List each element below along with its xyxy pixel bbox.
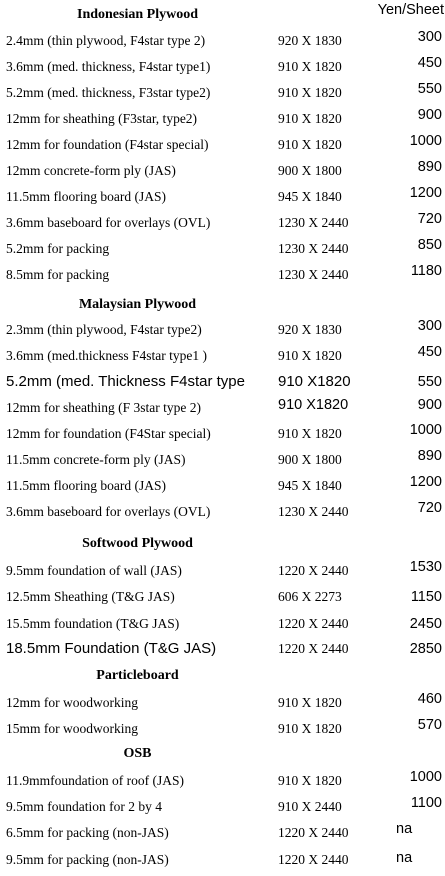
table-row — [0, 343, 445, 369]
item-description: 12.5mm Sheathing (T&G JAS) — [6, 589, 175, 604]
price: 1000 — [409, 769, 442, 785]
sheet-size: 910 X 1820 — [278, 721, 342, 736]
table-row — [0, 584, 445, 610]
item-description: 2.4mm (thin plywood, F4star type 2) — [6, 33, 206, 48]
item-description: 3.6mm (med.thickness F4star type1 ) — [6, 348, 207, 363]
sheet-size: 910 X 1820 — [278, 426, 342, 441]
section-title: OSB — [123, 746, 152, 761]
item-description: 5.2mm (med. Thickness F4star type — [6, 373, 245, 390]
sheet-size: 1230 X 2440 — [278, 504, 349, 519]
sheet-size: 1230 X 2440 — [278, 267, 349, 282]
item-description: 12mm concrete-form ply (JAS) — [6, 163, 176, 178]
sheet-size: 1220 X 2440 — [278, 825, 349, 840]
section-title: Indonesian Plywood — [77, 7, 198, 22]
price: 1530 — [409, 559, 442, 575]
item-description: 15mm for woodworking — [6, 721, 138, 736]
sheet-size: 1220 X 2440 — [278, 563, 349, 578]
item-description: 18.5mm Foundation (T&G JAS) — [6, 640, 217, 657]
table-row — [0, 794, 445, 820]
item-description: 5.2mm (med. thickness, F3star type2) — [6, 85, 211, 100]
sheet-size: 910 X 1820 — [278, 85, 342, 100]
sheet-size: 945 X 1840 — [278, 189, 342, 204]
item-description: 8.5mm for packing — [6, 267, 110, 282]
table-row — [0, 558, 445, 584]
table-row — [0, 636, 445, 662]
price: 460 — [417, 691, 442, 707]
table-row — [0, 262, 445, 288]
price: 300 — [417, 318, 442, 334]
sheet-size: 910 X 1820 — [278, 137, 342, 152]
item-description: 11.5mm flooring board (JAS) — [6, 189, 166, 204]
price: 1200 — [409, 185, 442, 201]
price: 1000 — [409, 422, 442, 438]
item-description: 11.5mm flooring board (JAS) — [6, 478, 166, 493]
sheet-size: 606 X 2273 — [278, 589, 342, 604]
sheet-size: 910 X 1820 — [278, 773, 342, 788]
table-row — [0, 847, 445, 873]
price: 1000 — [409, 133, 442, 149]
item-description: 3.6mm baseboard for overlays (OVL) — [6, 215, 211, 230]
sheet-size: 910 X 1820 — [278, 348, 342, 363]
item-description: 12mm for foundation (F4Star special) — [6, 426, 211, 441]
price: 2850 — [409, 641, 442, 657]
item-description: 9.5mm foundation of wall (JAS) — [6, 563, 182, 578]
price: 550 — [417, 81, 442, 97]
table-row — [0, 499, 445, 525]
sheet-size: 900 X 1800 — [278, 163, 342, 178]
price: 1200 — [409, 474, 442, 490]
table-row — [0, 611, 445, 637]
item-description: 11.9mmfoundation of roof (JAS) — [6, 773, 184, 788]
price: 450 — [417, 344, 442, 360]
item-description: 2.3mm (thin plywood, F4star type2) — [6, 322, 202, 337]
item-description: 15.5mm foundation (T&G JAS) — [6, 616, 180, 631]
item-description: 3.6mm (med. thickness, F4star type1) — [6, 59, 211, 74]
sheet-size: 910 X 1820 — [278, 59, 342, 74]
item-description: 9.5mm foundation for 2 by 4 — [6, 799, 162, 814]
sheet-size: 1230 X 2440 — [278, 215, 349, 230]
item-description: 12mm for sheathing (F3star, type2) — [6, 111, 198, 126]
item-description: 12mm for sheathing (F 3star type 2) — [6, 400, 201, 415]
sheet-size: 910 X 2440 — [278, 799, 342, 814]
table-row — [0, 820, 445, 846]
section-title: Malaysian Plywood — [78, 297, 197, 312]
table-row — [0, 716, 445, 742]
sheet-size: 910 X1820 — [278, 397, 349, 413]
unit-header: Yen/Sheet — [377, 2, 444, 18]
price: na — [396, 850, 413, 866]
sheet-size: 900 X 1800 — [278, 452, 342, 467]
item-description: 12mm for foundation (F4star special) — [6, 137, 209, 152]
sheet-size: 1220 X 2440 — [278, 852, 349, 867]
sheet-size: 910 X 1820 — [278, 695, 342, 710]
sheet-size: 920 X 1830 — [278, 33, 342, 48]
item-description: 12mm for woodworking — [6, 695, 138, 710]
price: 550 — [417, 374, 442, 390]
price: 720 — [417, 211, 442, 227]
sheet-size: 1220 X 2440 — [278, 641, 349, 656]
price: 570 — [417, 717, 442, 733]
sheet-size: 920 X 1830 — [278, 322, 342, 337]
price: 720 — [417, 500, 442, 516]
section-title: Particleboard — [96, 668, 179, 683]
price: 1100 — [410, 795, 442, 811]
price: 890 — [417, 159, 442, 175]
price: 850 — [417, 237, 442, 253]
item-description: 5.2mm for packing — [6, 241, 110, 256]
sheet-size: 945 X 1840 — [278, 478, 342, 493]
price: na — [396, 821, 413, 837]
item-description: 9.5mm for packing (non-JAS) — [6, 852, 169, 867]
price: 900 — [417, 397, 442, 413]
price: 1150 — [410, 589, 442, 605]
item-description: 6.5mm for packing (non-JAS) — [6, 825, 169, 840]
sheet-size: 1230 X 2440 — [278, 241, 349, 256]
sheet-size: 910 X1820 — [278, 373, 351, 390]
item-description: 11.5mm concrete-form ply (JAS) — [6, 452, 186, 467]
price: 300 — [417, 29, 442, 45]
price: 1180 — [410, 263, 442, 279]
section-title: Softwood Plywood — [82, 536, 193, 551]
sheet-size: 910 X 1820 — [278, 111, 342, 126]
sheet-size: 1220 X 2440 — [278, 616, 349, 631]
price: 890 — [417, 448, 442, 464]
item-description: 3.6mm baseboard for overlays (OVL) — [6, 504, 211, 519]
price: 900 — [417, 107, 442, 123]
price: 2450 — [409, 616, 442, 632]
price: 450 — [417, 55, 442, 71]
